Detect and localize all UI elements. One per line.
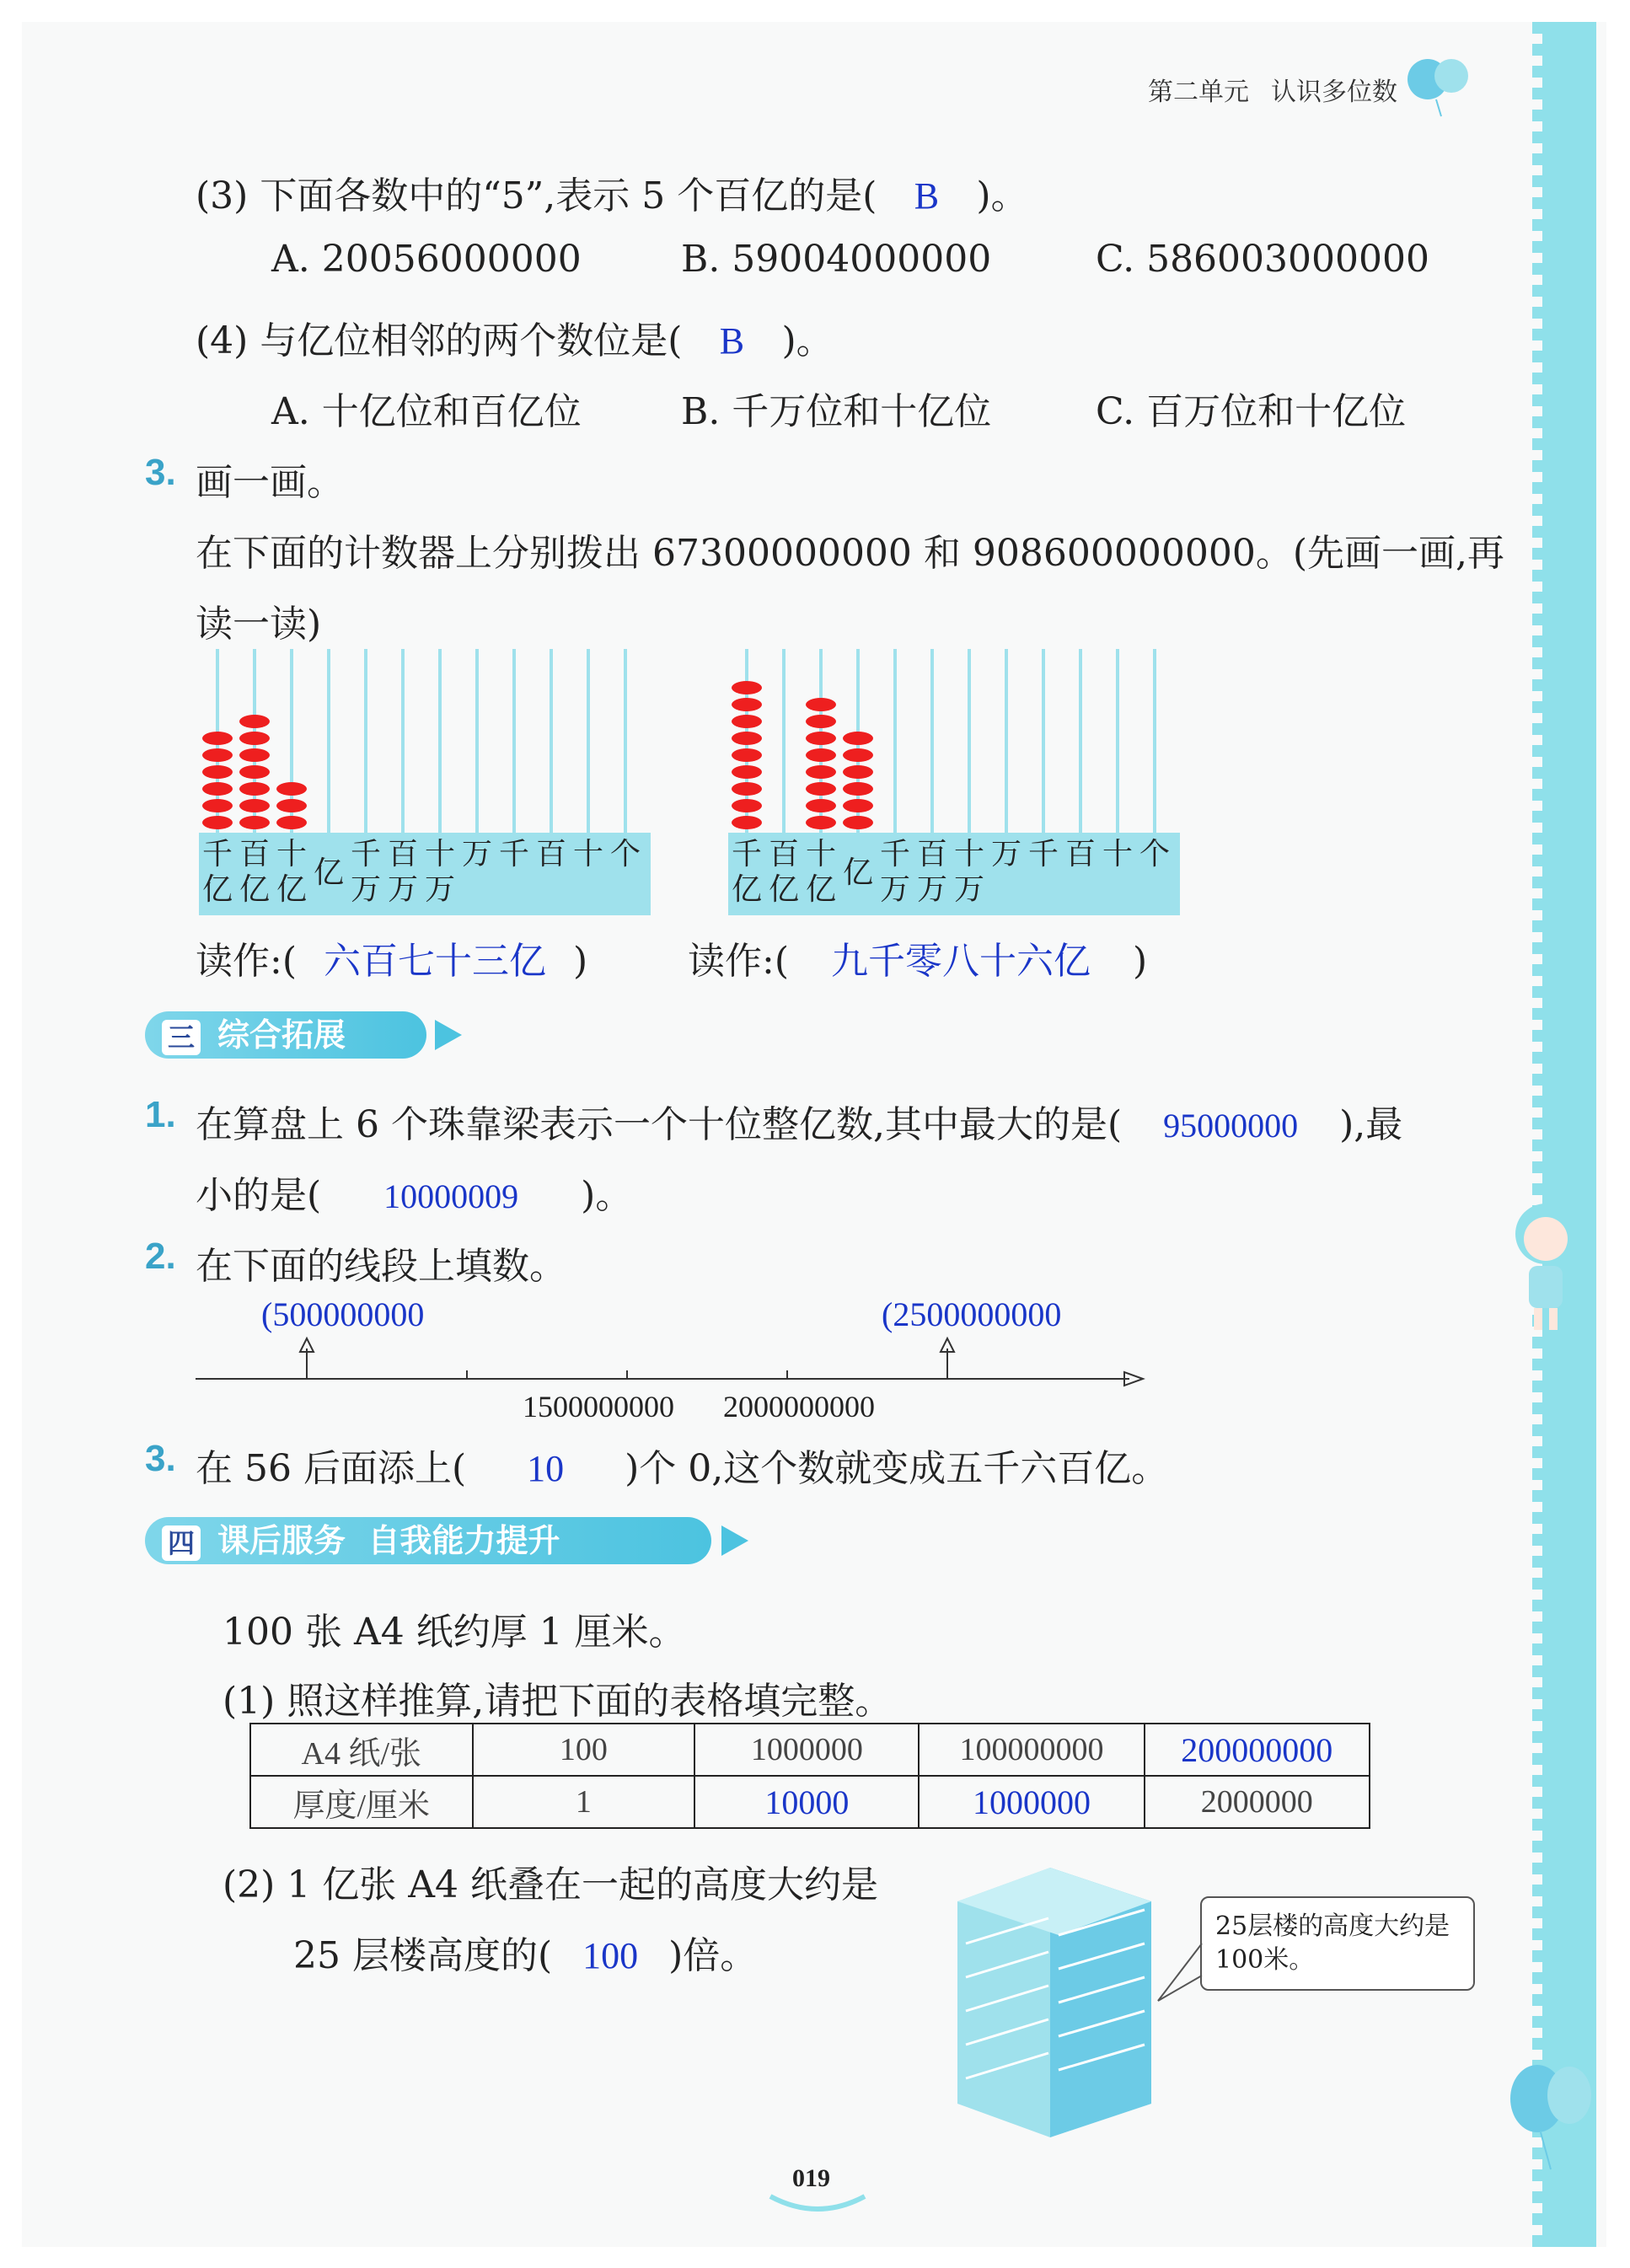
q2-item3-answer: B xyxy=(914,175,940,217)
q2-item4-answer: B xyxy=(719,320,745,362)
abacus-2-place-label: 千 xyxy=(731,837,762,871)
abacus-2-rod xyxy=(930,649,934,833)
abacus-1-place-label: 万 xyxy=(387,872,418,907)
abacus-1-rod xyxy=(587,649,590,833)
abacus-1-bead xyxy=(202,782,233,796)
section-4-banner xyxy=(145,1517,711,1564)
abacus-2-place-label: 万 xyxy=(879,872,910,907)
abacus-1-rod xyxy=(364,649,367,833)
abacus-2-bead xyxy=(843,799,873,812)
abacus-2-bead xyxy=(806,782,836,796)
s3-q3-answer: 10 xyxy=(527,1448,565,1489)
abacus-1-bead xyxy=(239,816,270,829)
abacus-1-place-label: 十 xyxy=(572,837,603,871)
abacus-1-rod xyxy=(327,649,330,833)
decorative-strip xyxy=(1541,22,1596,2247)
abacus-2-bead xyxy=(843,782,873,796)
abacus-2-bead xyxy=(843,816,873,829)
abacus-1-rod xyxy=(401,649,405,833)
abacus-1-bead xyxy=(202,748,233,762)
abacus-2-bead xyxy=(732,799,762,812)
abacus-1-place-label: 万 xyxy=(350,872,381,907)
abacus-2-bead xyxy=(732,732,762,745)
abacus-1-bead xyxy=(239,748,270,762)
s4-sub2-line1: (2) 1 亿张 A4 纸叠在一起的高度大约是 xyxy=(223,1863,879,1906)
girl-icon xyxy=(1504,1197,1588,1340)
abacus-2-bead xyxy=(732,748,762,762)
thickness-table xyxy=(249,1723,1370,1829)
balloons-icon xyxy=(1504,2056,1596,2174)
callout-pointer xyxy=(1155,1938,1205,2006)
q3-number: 3. xyxy=(145,452,176,493)
abacus-2-bead xyxy=(732,715,762,728)
number-line xyxy=(194,1332,1146,1391)
table-cell: 2000000 xyxy=(1145,1776,1370,1828)
abacus-2-place-label: 亿 xyxy=(768,872,799,907)
abacus-2-bead xyxy=(806,765,836,779)
q3-instruction-2: 读一读) xyxy=(196,603,322,646)
abacus-1-bead xyxy=(202,732,233,745)
s4-sub2-answer: 100 xyxy=(582,1935,639,1976)
abacus-2-rod xyxy=(1005,649,1008,833)
s3-q2-text: 在下面的线段上填数。 xyxy=(196,1245,566,1288)
s3-q1-line2: 小的是( 10000009 )。 xyxy=(196,1174,633,1217)
s3-q3-text: 在 56 后面添上( 10 )个 0,这个数就变成五千六百亿。 xyxy=(196,1447,1169,1490)
tick-label-1: 1500000000 xyxy=(523,1390,674,1424)
s3-q3-number: 3. xyxy=(145,1438,176,1479)
abacus-2-bead xyxy=(843,748,873,762)
abacus-1-place-label: 十 xyxy=(276,837,307,871)
abacus-2-place-label: 亿 xyxy=(731,872,762,907)
abacus-2-place-label: 万 xyxy=(990,837,1021,871)
building-icon xyxy=(949,1851,1160,2137)
abacus-1-bead xyxy=(239,715,270,728)
section-3-arrow-icon xyxy=(435,1020,462,1050)
abacus-2-bead xyxy=(806,799,836,812)
abacus-2-rod xyxy=(1153,649,1156,833)
s4-sub1: (1) 照这样推算,请把下面的表格填完整。 xyxy=(223,1680,893,1723)
abacus-1-bead xyxy=(239,732,270,745)
balloon-icon xyxy=(1402,51,1478,118)
abacus-2-bead xyxy=(732,681,762,694)
abacus-1-rod xyxy=(512,649,516,833)
abacus-2-bead xyxy=(806,715,836,728)
table-cell: 1000000 xyxy=(694,1724,919,1776)
abacus-1-rod xyxy=(550,649,553,833)
q2-item3-option-c: C. 586003000000 xyxy=(1096,238,1429,281)
abacus-2-bead xyxy=(732,765,762,779)
abacus-1-place-label: 千 xyxy=(498,837,529,871)
abacus-2-place-label: 个 xyxy=(1139,837,1170,871)
read-1: 读作:( 六百七十三亿 ) xyxy=(196,930,587,984)
abacus-1-rod xyxy=(475,649,479,833)
table-answer-cell: 200000000 xyxy=(1145,1724,1370,1776)
section-4-title: 课后服务 自我能力提升 xyxy=(217,1522,560,1559)
abacus-2-place-label: 百 xyxy=(768,837,799,871)
table-cell: 1 xyxy=(473,1776,695,1828)
abacus-1-place-label: 千 xyxy=(350,837,381,871)
abacus-2-bead xyxy=(732,816,762,829)
abacus-1-place-label: 百 xyxy=(535,837,566,871)
abacus-1-place-label: 亿 xyxy=(313,855,344,890)
q2-item4-option-c: C. 百万位和十亿位 xyxy=(1096,390,1407,433)
abacus-2-bead xyxy=(806,698,836,711)
abacus-2-rod xyxy=(893,649,897,833)
page-number: 019 xyxy=(792,2164,830,2192)
s3-q1-answer1: 95000000 xyxy=(1163,1107,1299,1145)
abacus-1-bead xyxy=(276,799,307,812)
q2-item3-option-b: B. 59004000000 xyxy=(681,238,992,281)
header-unit: 第二单元 xyxy=(1148,78,1249,107)
q2-item3-option-a: A. 20056000000 xyxy=(271,238,582,281)
abacus-2-rod xyxy=(1042,649,1045,833)
q3-title: 画一画。 xyxy=(196,461,344,504)
section-4-number: 四 xyxy=(162,1525,201,1561)
building-callout: 25层楼的高度大约是100米。 xyxy=(1200,1896,1475,1991)
q2-item4-stem: (4) 与亿位相邻的两个数位是( B )。 xyxy=(196,319,834,362)
abacus-2-bead xyxy=(806,732,836,745)
abacus-2 xyxy=(728,649,1180,915)
section-3-title: 综合拓展 xyxy=(217,1016,346,1054)
abacus-1-place-label: 千 xyxy=(201,837,233,871)
s4-sub2-line2: 25 层楼高度的( 100 )倍。 xyxy=(293,1934,758,1977)
q3-instruction-1: 在下面的计数器上分别拨出 67300000000 和 908600000000。(先画一画,再 xyxy=(196,532,1504,575)
s4-intro: 100 张 A4 纸约厚 1 厘米。 xyxy=(223,1611,686,1654)
abacus-1-bead xyxy=(276,782,307,796)
table-answer-cell: 1000000 xyxy=(919,1776,1144,1828)
abacus-1 xyxy=(199,649,651,915)
abacus-1-place-label: 百 xyxy=(239,837,270,871)
abacus-2-rod xyxy=(968,649,971,833)
table-row xyxy=(250,1724,1370,1776)
abacus-2-place-label: 百 xyxy=(916,837,947,871)
s3-q1-number: 1. xyxy=(145,1094,176,1135)
abacus-1-place-label: 十 xyxy=(424,837,455,871)
abacus-2-place-label: 万 xyxy=(953,872,984,907)
abacus-1-bead xyxy=(202,816,233,829)
abacus-1-rod xyxy=(438,649,442,833)
abacus-1-place-label: 万 xyxy=(461,837,492,871)
abacus-1-place-label: 亿 xyxy=(276,872,307,907)
abacus-1-bead xyxy=(239,782,270,796)
section-3-number: 三 xyxy=(162,1020,201,1055)
abacus-2-place-label: 万 xyxy=(916,872,947,907)
abacus-1-place-label: 亿 xyxy=(201,872,233,907)
number-line-answer-right: (2500000000 xyxy=(882,1295,1062,1333)
abacus-2-place-label: 十 xyxy=(805,837,836,871)
abacus-2-place-label: 十 xyxy=(953,837,984,871)
abacus-2-bead xyxy=(806,748,836,762)
abacus-2-bead xyxy=(806,816,836,829)
table-answer-cell: 10000 xyxy=(694,1776,919,1828)
table-row xyxy=(250,1776,1370,1828)
tick-label-2: 2000000000 xyxy=(723,1390,875,1424)
table-cell: A4 纸/张 xyxy=(250,1724,473,1776)
table-cell: 100 xyxy=(473,1724,695,1776)
abacus-2-place-label: 亿 xyxy=(842,855,873,890)
q2-item4-option-b: B. 千万位和十亿位 xyxy=(681,390,992,433)
abacus-1-place-label: 亿 xyxy=(239,872,270,907)
s3-q1-line1: 在算盘上 6 个珠靠梁表示一个十位整亿数,其中最大的是( 95000000 ),最 xyxy=(196,1103,1403,1146)
read-2: 读作:( 九千零八十六亿 ) xyxy=(688,930,1147,984)
abacus-2-place-label: 千 xyxy=(1027,837,1059,871)
abacus-2-bead xyxy=(732,698,762,711)
abacus-1-bead xyxy=(202,765,233,779)
table-cell: 100000000 xyxy=(919,1724,1144,1776)
abacus-1-bead xyxy=(239,765,270,779)
abacus-2-rod xyxy=(1116,649,1119,833)
page-number-ornament xyxy=(767,2191,868,2217)
abacus-2-rod xyxy=(782,649,786,833)
s3-q1-answer2: 10000009 xyxy=(383,1177,519,1215)
abacus-2-place-label: 十 xyxy=(1102,837,1133,871)
section-3-banner xyxy=(145,1011,426,1059)
abacus-2-bead xyxy=(843,765,873,779)
abacus-1-bead xyxy=(276,816,307,829)
read-1-answer: 六百七十三亿 xyxy=(324,941,546,982)
q2-item3-stem: (3) 下面各数中的“5”,表示 5 个百亿的是( B )。 xyxy=(196,174,1028,217)
header-topic: 认识多位数 xyxy=(1271,78,1397,107)
table-cell: 厚度/厘米 xyxy=(250,1776,473,1828)
abacus-1-bead xyxy=(239,799,270,812)
abacus-2-place-label: 千 xyxy=(879,837,910,871)
abacus-2-bead xyxy=(843,732,873,745)
abacus-2-bead xyxy=(732,782,762,796)
section-4-arrow-icon xyxy=(721,1525,748,1556)
read-2-answer: 九千零八十六亿 xyxy=(831,941,1091,982)
abacus-1-rod xyxy=(624,649,627,833)
abacus-2-place-label: 亿 xyxy=(805,872,836,907)
abacus-1-place-label: 万 xyxy=(424,872,455,907)
abacus-1-bead xyxy=(202,799,233,812)
abacus-1-place-label: 百 xyxy=(387,837,418,871)
number-line-answer-left: (500000000 xyxy=(261,1295,425,1333)
s3-q2-number: 2. xyxy=(145,1236,176,1277)
abacus-2-place-label: 百 xyxy=(1064,837,1096,871)
abacus-1-place-label: 个 xyxy=(609,837,641,871)
abacus-2-rod xyxy=(1079,649,1082,833)
q2-item4-option-a: A. 十亿位和百亿位 xyxy=(271,390,582,433)
